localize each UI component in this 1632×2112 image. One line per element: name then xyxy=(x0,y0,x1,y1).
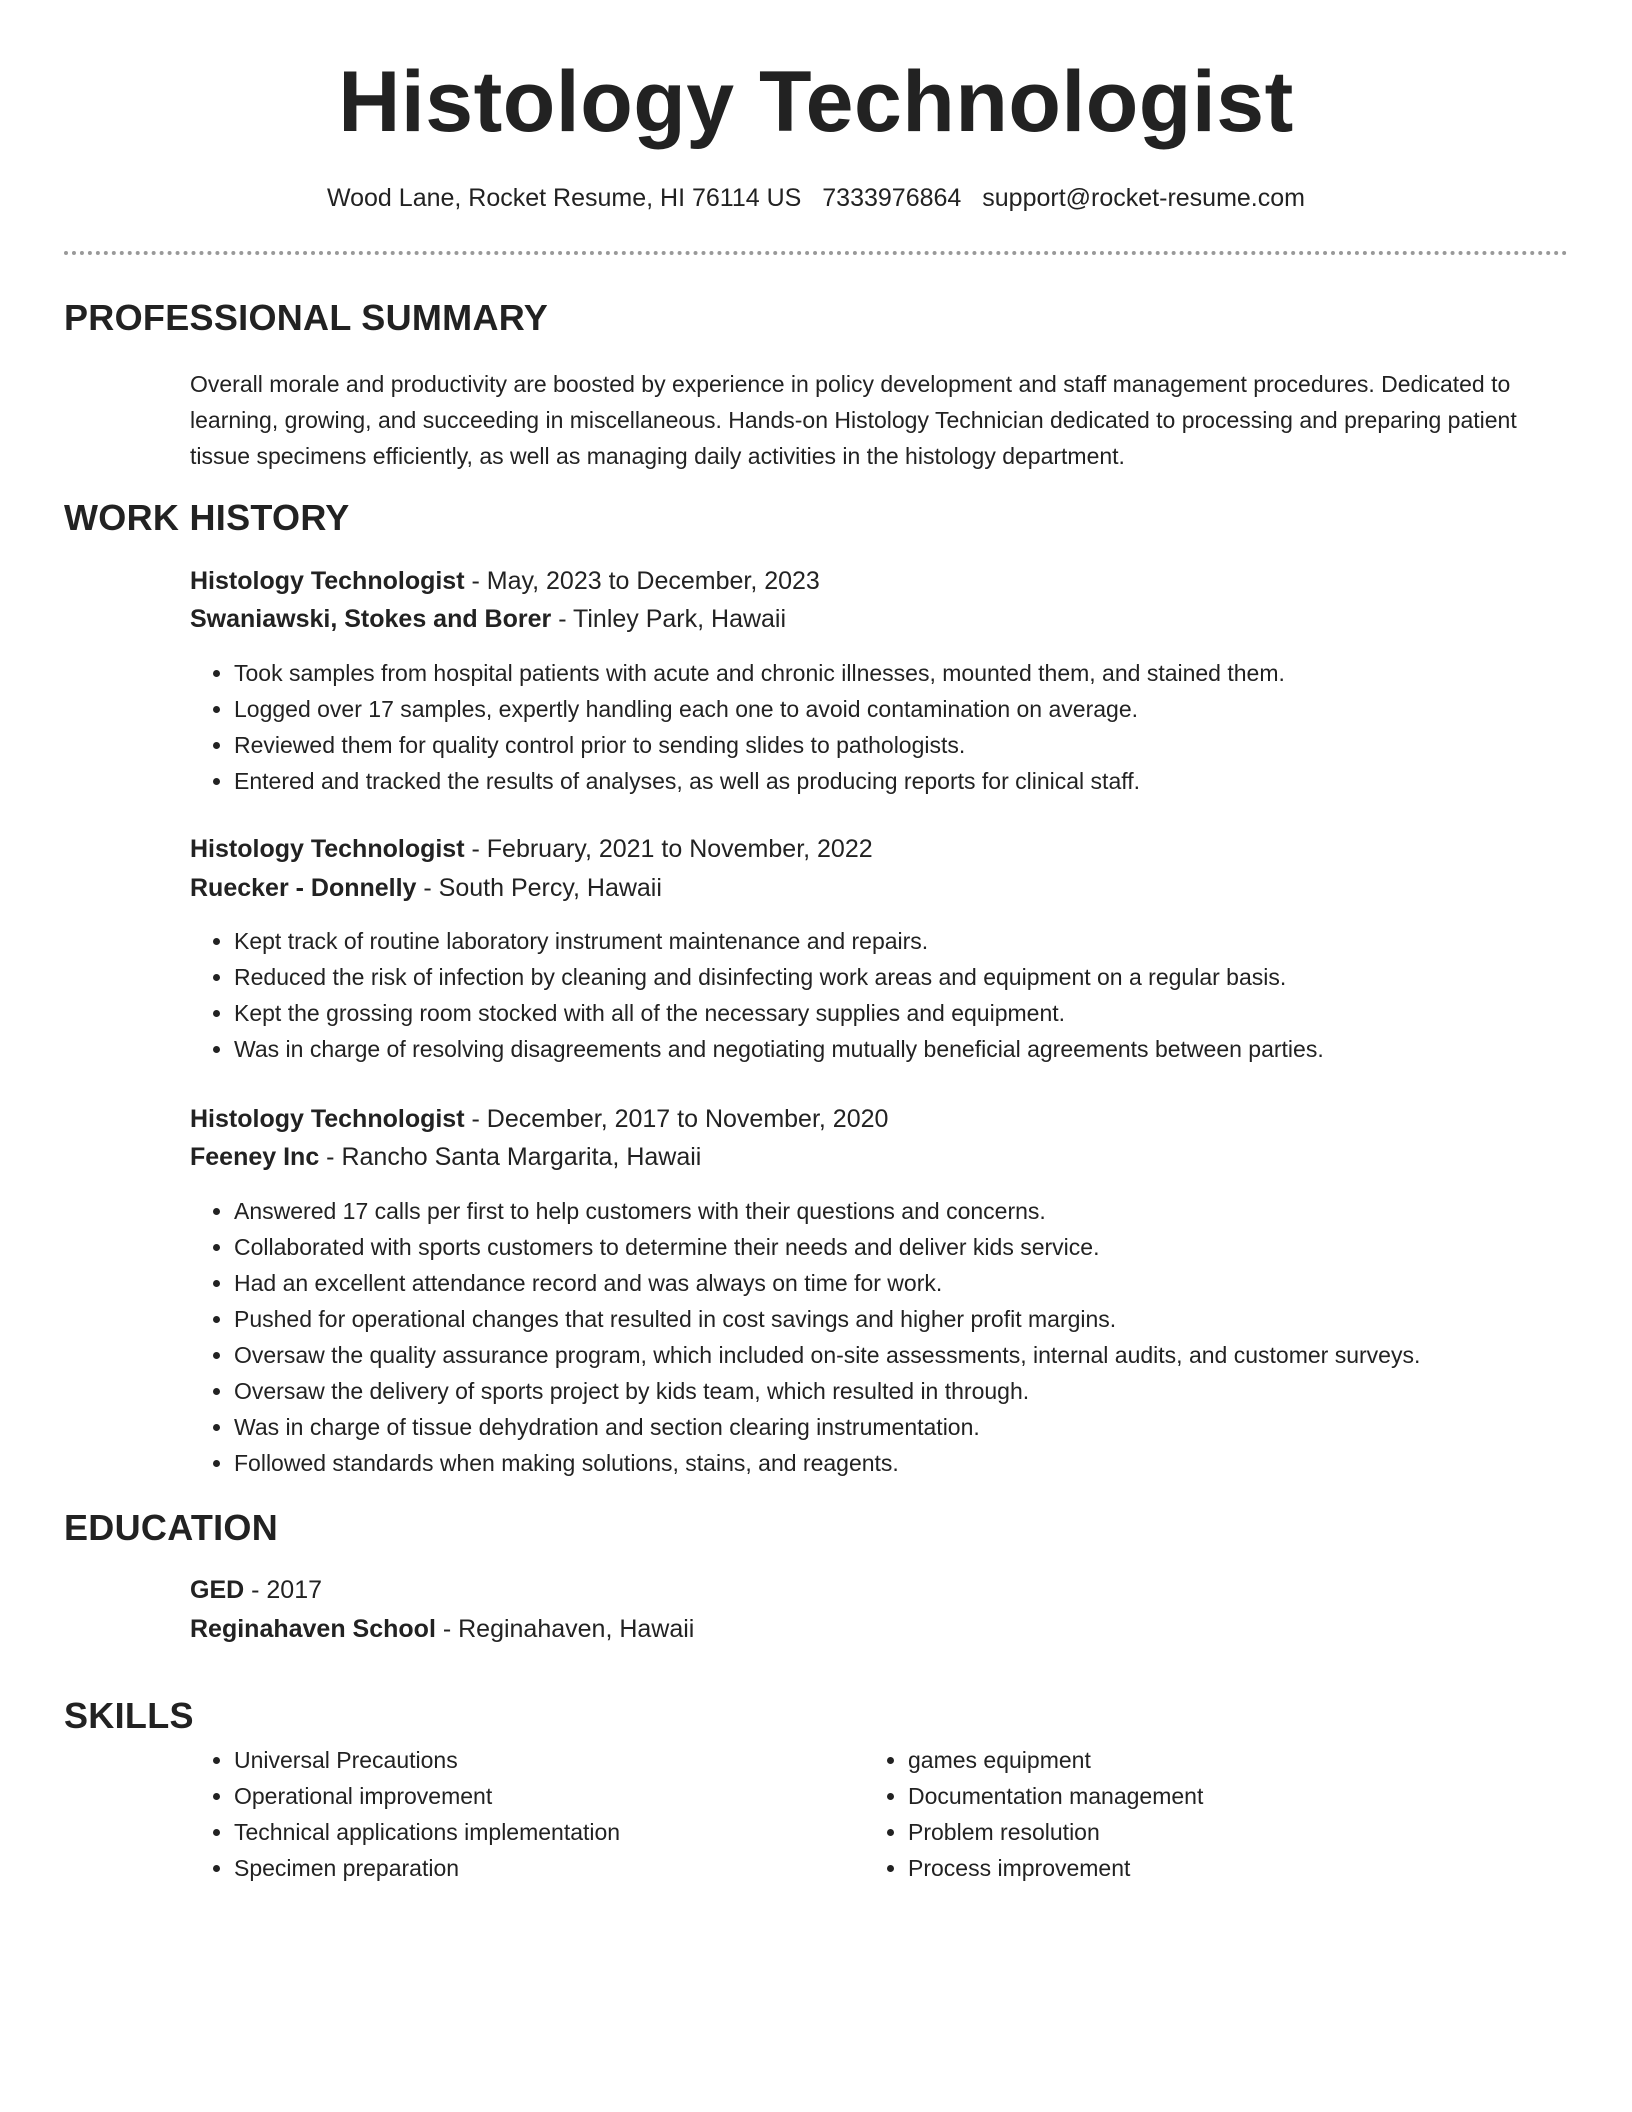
list-item: • Took samples from hospital patients with acute and chronic illnesses, mounted them, and stained them. xyxy=(234,655,1584,691)
section-title-work-history: WORK HISTORY xyxy=(64,497,350,538)
skill-item: • Technical applications implementation xyxy=(234,1814,834,1850)
job-company: Ruecker - Donnelly xyxy=(190,874,417,902)
education-school: Reginahaven School xyxy=(190,1615,436,1643)
list-item: • Kept the grossing room stocked with all of the necessary supplies and equipment. xyxy=(234,995,1584,1031)
list-item: • Answered 17 calls per first to help customers with their questions and concerns. xyxy=(234,1193,1584,1229)
job-company: Swaniawski, Stokes and Borer xyxy=(190,605,552,633)
section-title-education: EDUCATION xyxy=(64,1507,279,1548)
list-item: • Entered and tracked the results of analyses, as well as producing reports for clinical staff. xyxy=(234,763,1584,799)
skill-item: • Universal Precautions xyxy=(234,1742,834,1778)
education-degree: GED xyxy=(190,1576,245,1604)
job-company-line xyxy=(190,1139,701,1175)
job-dates: - February, 2021 to November, 2022 xyxy=(464,835,873,863)
summary-text: Overall morale and productivity are boosted by experience in policy development and staff management procedures. Dedicated to learning, growing, and succeeding in miscellaneous. Hands-on Histology Technician dedicated to processing and preparing patient tissue specimens efficiently, as well as managing daily activities in the histology department. xyxy=(190,371,1517,469)
job-title-line xyxy=(190,831,873,867)
list-item: • Reviewed them for quality control prior to sending slides to pathologists. xyxy=(234,727,1584,763)
job-role: Histology Technologist xyxy=(190,567,465,595)
contact-phone: 7333976864 xyxy=(822,184,962,212)
list-item: • Was in charge of resolving disagreements and negotiating mutually beneficial agreements between parties. xyxy=(234,1031,1584,1067)
skill-item: • Specimen preparation xyxy=(234,1850,834,1886)
job-location: - Rancho Santa Margarita, Hawaii xyxy=(319,1143,702,1171)
job-title-line xyxy=(190,1101,888,1137)
contact-line xyxy=(0,180,1632,216)
skills-list-right xyxy=(864,1742,1508,1886)
section-title-skills: SKILLS xyxy=(64,1695,194,1736)
list-item: • Oversaw the quality assurance program, which included on-site assessments, internal audits, and customer surveys. xyxy=(234,1337,1584,1373)
job-location: - South Percy, Hawaii xyxy=(416,874,662,902)
list-item: • Reduced the risk of infection by cleaning and disinfecting work areas and equipment on a regular basis. xyxy=(234,959,1584,995)
job-bullets xyxy=(190,655,1584,799)
job-dates: - May, 2023 to December, 2023 xyxy=(464,567,820,595)
skill-item: • games equipment xyxy=(908,1742,1508,1778)
list-item: • Was in charge of tissue dehydration and section clearing instrumentation. xyxy=(234,1409,1584,1445)
header-divider xyxy=(64,251,1568,255)
section-title-summary: PROFESSIONAL SUMMARY xyxy=(64,297,549,338)
job-location: - Tinley Park, Hawaii xyxy=(551,605,787,633)
education-degree-line xyxy=(190,1572,322,1608)
job-company-line xyxy=(190,601,786,637)
education-school-line xyxy=(190,1611,694,1647)
list-item: • Had an excellent attendance record and was always on time for work. xyxy=(234,1265,1584,1301)
job-role: Histology Technologist xyxy=(190,1105,465,1133)
skill-item: • Process improvement xyxy=(908,1850,1508,1886)
skill-item: • Operational improvement xyxy=(234,1778,834,1814)
list-item: • Followed standards when making solutions, stains, and reagents. xyxy=(234,1445,1584,1481)
skill-item: • Documentation management xyxy=(908,1778,1508,1814)
list-item: • Pushed for operational changes that resulted in cost savings and higher profit margins. xyxy=(234,1301,1584,1337)
list-item: • Oversaw the delivery of sports project by kids team, which resulted in through. xyxy=(234,1373,1584,1409)
contact-email: support@rocket-resume.com xyxy=(982,184,1305,212)
education-year: - 2017 xyxy=(244,1576,323,1604)
skill-item: • Problem resolution xyxy=(908,1814,1508,1850)
contact-address: Wood Lane, Rocket Resume, HI 76114 US xyxy=(326,184,802,212)
skills-list-left xyxy=(190,1742,834,1886)
resume-name: Histology Technologist xyxy=(338,54,1294,150)
job-company-line xyxy=(190,870,662,906)
list-item: • Kept track of routine laboratory instrument maintenance and repairs. xyxy=(234,923,1584,959)
job-bullets xyxy=(190,1193,1584,1481)
job-company: Feeney Inc xyxy=(190,1143,320,1171)
job-dates: - December, 2017 to November, 2020 xyxy=(464,1105,889,1133)
education-location: - Reginahaven, Hawaii xyxy=(435,1615,695,1643)
job-role: Histology Technologist xyxy=(190,835,465,863)
job-bullets xyxy=(190,923,1584,1067)
list-item: • Collaborated with sports customers to determine their needs and deliver kids service. xyxy=(234,1229,1584,1265)
list-item: • Logged over 17 samples, expertly handling each one to avoid contamination on average. xyxy=(234,691,1584,727)
job-title-line xyxy=(190,563,820,599)
